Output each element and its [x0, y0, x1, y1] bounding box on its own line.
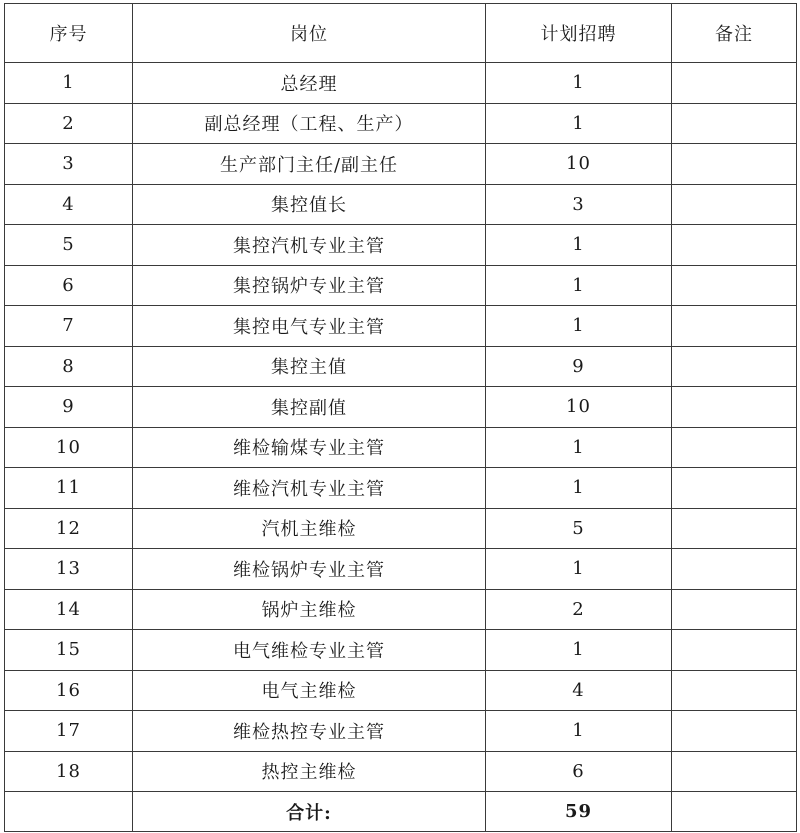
table-row: [5, 549, 797, 590]
cell-note: [672, 63, 797, 104]
total-empty-cell: [5, 792, 133, 832]
cell-plan: 2: [486, 589, 672, 630]
cell-note: [672, 225, 797, 266]
table-row: [5, 711, 797, 752]
cell-note: [672, 751, 797, 792]
cell-position: 维检锅炉专业主管: [133, 549, 486, 590]
table-row: [5, 265, 797, 306]
table-row: [5, 589, 797, 630]
cell-plan: 3: [486, 184, 672, 225]
table-header: [5, 4, 797, 63]
cell-plan: 1: [486, 630, 672, 671]
recruitment-table-wrapper: [4, 3, 797, 832]
table-row: [5, 387, 797, 428]
cell-position: 生产部门主任/副主任: [133, 144, 486, 185]
cell-seq: 3: [5, 144, 133, 185]
cell-plan: 1: [486, 468, 672, 509]
cell-note: [672, 184, 797, 225]
cell-note: [672, 346, 797, 387]
cell-plan: 6: [486, 751, 672, 792]
cell-seq: 17: [5, 711, 133, 752]
cell-note: [672, 144, 797, 185]
table-row: [5, 184, 797, 225]
table-row: [5, 144, 797, 185]
cell-seq: 2: [5, 103, 133, 144]
cell-seq: 11: [5, 468, 133, 509]
cell-position: 集控锅炉专业主管: [133, 265, 486, 306]
cell-position: 集控电气专业主管: [133, 306, 486, 347]
cell-seq: 9: [5, 387, 133, 428]
cell-note: [672, 265, 797, 306]
cell-seq: 13: [5, 549, 133, 590]
cell-note: [672, 306, 797, 347]
cell-plan: 1: [486, 63, 672, 104]
table-body: [5, 63, 797, 792]
cell-position: 维检输煤专业主管: [133, 427, 486, 468]
header-seq: 序号: [5, 4, 133, 63]
table-row: [5, 751, 797, 792]
cell-note: [672, 630, 797, 671]
cell-seq: 6: [5, 265, 133, 306]
cell-seq: 16: [5, 670, 133, 711]
cell-plan: 10: [486, 144, 672, 185]
table-row: [5, 346, 797, 387]
table-row: [5, 508, 797, 549]
header-position: 岗位: [133, 4, 486, 63]
cell-plan: 10: [486, 387, 672, 428]
total-note-cell: [672, 792, 797, 832]
cell-note: [672, 711, 797, 752]
cell-note: [672, 387, 797, 428]
table-row: [5, 427, 797, 468]
cell-position: 集控值长: [133, 184, 486, 225]
cell-note: [672, 468, 797, 509]
cell-note: [672, 427, 797, 468]
table-row: [5, 306, 797, 347]
cell-position: 集控主值: [133, 346, 486, 387]
cell-plan: 1: [486, 427, 672, 468]
header-plan: 计划招聘: [486, 4, 672, 63]
cell-position: 集控汽机专业主管: [133, 225, 486, 266]
cell-position: 热控主维检: [133, 751, 486, 792]
cell-position: 电气主维检: [133, 670, 486, 711]
total-value: 59: [486, 792, 672, 832]
cell-seq: 15: [5, 630, 133, 671]
cell-position: 维检热控专业主管: [133, 711, 486, 752]
header-note: 备注: [672, 4, 797, 63]
cell-seq: 5: [5, 225, 133, 266]
cell-note: [672, 103, 797, 144]
cell-plan: 9: [486, 346, 672, 387]
cell-plan: 1: [486, 306, 672, 347]
cell-plan: 1: [486, 225, 672, 266]
cell-note: [672, 589, 797, 630]
cell-seq: 10: [5, 427, 133, 468]
cell-plan: 1: [486, 549, 672, 590]
table-row: [5, 63, 797, 104]
table-row: [5, 225, 797, 266]
cell-position: 集控副值: [133, 387, 486, 428]
table-row: [5, 468, 797, 509]
cell-plan: 4: [486, 670, 672, 711]
cell-note: [672, 670, 797, 711]
cell-plan: 1: [486, 265, 672, 306]
cell-seq: 1: [5, 63, 133, 104]
cell-plan: 1: [486, 103, 672, 144]
total-row: [5, 792, 797, 832]
cell-note: [672, 508, 797, 549]
header-row: [5, 4, 797, 63]
table-row: [5, 103, 797, 144]
cell-position: 汽机主维检: [133, 508, 486, 549]
cell-seq: 7: [5, 306, 133, 347]
total-label: 合计:: [133, 792, 486, 832]
cell-seq: 8: [5, 346, 133, 387]
cell-seq: 14: [5, 589, 133, 630]
table-row: [5, 630, 797, 671]
cell-position: 锅炉主维检: [133, 589, 486, 630]
cell-note: [672, 549, 797, 590]
cell-seq: 18: [5, 751, 133, 792]
cell-plan: 5: [486, 508, 672, 549]
table-row: [5, 670, 797, 711]
table-footer: [5, 792, 797, 832]
cell-position: 副总经理（工程、生产）: [133, 103, 486, 144]
cell-position: 电气维检专业主管: [133, 630, 486, 671]
cell-seq: 12: [5, 508, 133, 549]
cell-position: 总经理: [133, 63, 486, 104]
cell-seq: 4: [5, 184, 133, 225]
cell-position: 维检汽机专业主管: [133, 468, 486, 509]
recruitment-table: [4, 3, 797, 832]
cell-plan: 1: [486, 711, 672, 752]
